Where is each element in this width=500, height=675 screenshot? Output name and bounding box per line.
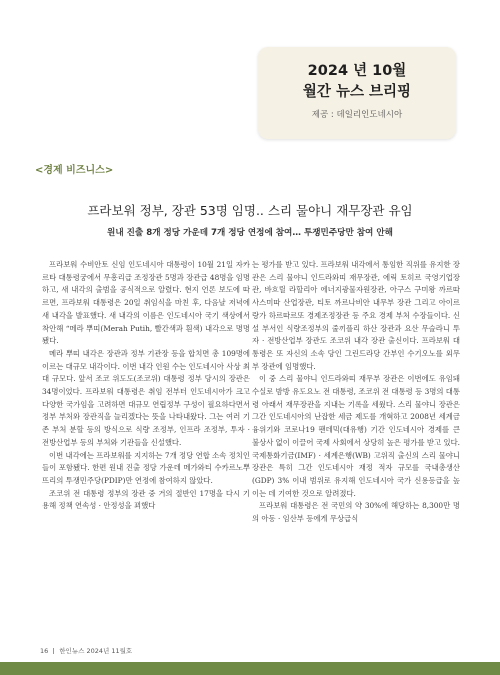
briefing-title: 월간 뉴스 브리핑 xyxy=(302,84,412,100)
article-subtitle: 원내 진출 8개 정당 가운데 7개 정당 연정에 참여… 투쟁민주당만 참여 안해 xyxy=(107,228,393,238)
article-paragraph: 프라보워 수비안토 신임 인도네시아 대통령이 10월 21일 자카르타 대통령궁에서 무흥리급 조정장관 5명과 장관급 48명을 임명하고, 새 내각의 출범을 공식적으로 알렸다. 현지 언론 보도에 따르면, 프라보워 대통령은 20일 취임식을 마친 후, 다음날 저녁에 새 내각을 발표했다. 새 내각의 이름은 인도네시아 국기 색상에서 착안해 “메라 뿌띠(Merah Putih, 빨간색과 흰색) 내각으로 명명됐다. xyxy=(42,260,250,346)
article-paragraph: 조코위 전 대통령 정부의 장관 중 거의 절반인 17명을 다시 기용해 정책 연속성 · 안정성을 꾀했다 xyxy=(42,488,250,511)
article-right-column xyxy=(252,259,460,526)
section-label: <경제 비즈니스> xyxy=(35,165,114,176)
article-title: 프라보워 정부, 장관 53명 임명.. 스리 물야니 재무장관 유임 xyxy=(87,203,413,218)
page-number: 16 xyxy=(40,647,49,655)
briefing-source: 제공 : 데일리인도네시아 xyxy=(311,110,403,120)
article-paragraph: 는 평가를 받고 있다. 프라보워 내각에서 통임한 직위를 유지한 장관은 스리 물야니 인드라와띠 재무장관, 에릭 토히르 국영기업장관, 바흐릴 라할리아 에너지광물자원장관, 아구스 구미왕 까르따사스미따 산업장관, 티토 까르나비안 내무부 장관 그리고 아이르랑가 하르따르또 경제조정장관 등 주요 경제 부처 수장들이다. 신설 부서인 식량조정부의 줄끼플리 하산 장관과 요산 무슬라니 투자 · 전방산업부 장관도 조코위 내각 장관 출신이다. 프라보워 대통령은 또 자신의 소속 당인 그린드라당 간부인 수기오노를 외무부 장관에 임명했다. xyxy=(252,260,460,371)
footer-divider xyxy=(53,648,54,654)
publication-name: 한인뉴스 2024년 11월호 xyxy=(59,647,133,655)
bottom-accent-bar xyxy=(0,662,500,675)
page-footer xyxy=(40,646,132,655)
article-paragraph: 이번 내각에는 프라보워를 지지하는 7개 정당 연합 소속 정치인들이 포함됐다. 한편 원내 진출 정당 가운데 메가와티 수카르노뿌뜨리의 투쟁민주당(PDIP)만 연정에 참여하지 않았다. xyxy=(42,450,250,485)
article-left-column xyxy=(42,259,250,513)
briefing-header-box xyxy=(258,47,456,139)
article-paragraph: 프라보워 대통령은 전 국민의 약 30%에 해당하는 8,300만 명의 아동 · 임산부 등에게 무상급식 xyxy=(252,501,460,524)
briefing-title-date: 2024 년 10월 xyxy=(307,63,407,79)
article-paragraph: 이 중 스리 물야니 인드라와띠 재무부 장관은 이번에도 유임돼 수실로 밤방 유도요노 전 대통령, 조코위 전 대통령 등 3명의 대통령 아래서 재무장관을 지내는 기록을 세웠다. 스리 물야니 장관은 그간 인도네시아의 난잡한 세금 제도를 개혁하고 2008년 세계금융위기와 코로나19 팬데믹(대유행) 기간 인도네시아 경제를 큰 불상사 없이 이끌어 국제 사회에서 상당히 높은 평가를 받고 있다. 국제통화기금(IMF) · 세계은행(WB) 고위직 출신의 스리 물야니 장관은 특히 그간 인도네시아 재정 적자 규모를 국내총생산(GDP) 3% 이내 범위로 유지해 인도네시아 국가 신용등급을 높이는 데 기여한 것으로 알려졌다. xyxy=(252,374,460,498)
article-paragraph: 메라 뿌띠 내각은 장관과 정부 기관장 등을 합치면 총 109명에 이르는 대규모 내각이다. 이번 내각 인원 수는 인도네시아 사상 최대 규모다. 앞서 조코 위도도(조코위) 대통령 정부 당시의 장관은 34명이었다. 프라보워 대통령은 취임 전부터 인도네시아가 크고 다양한 국가임을 고려하면 대규모 연립정부 구성이 필요하다면서 정부 부처와 장관직을 늘리겠다는 뜻을 나타내왔다. 그는 여러 기존 부처 분할 등의 방식으로 식량 조정부, 인프라 조정부, 투자 · 전방산업부 등의 부처와 기관들을 신설했다. xyxy=(42,348,250,447)
